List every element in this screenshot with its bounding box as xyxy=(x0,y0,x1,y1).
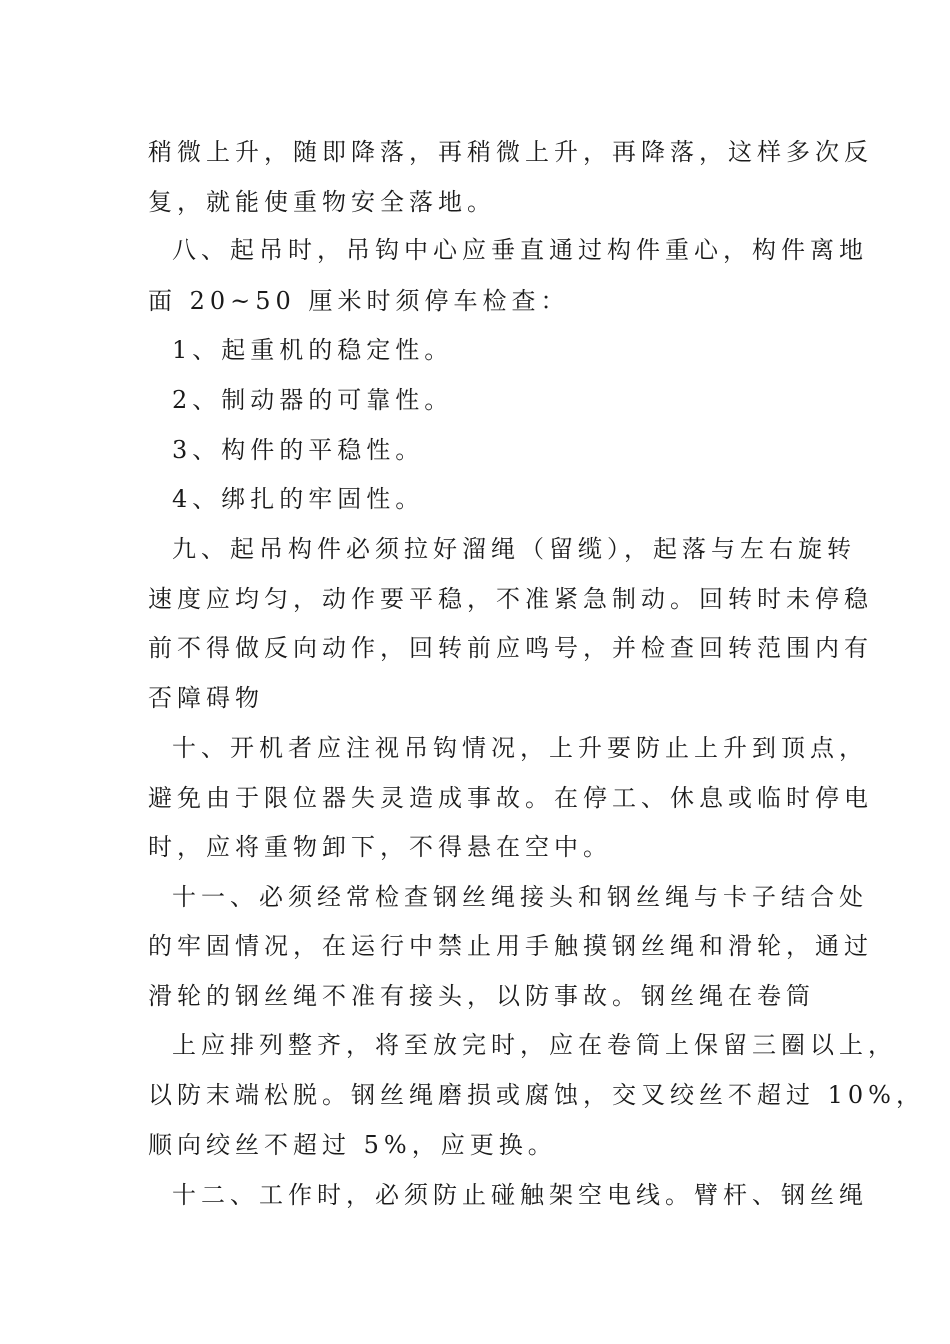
text-line: 速度应均匀，动作要平稳，不准紧急制动。回转时未停稳 xyxy=(148,585,873,613)
text-line: 面 20~50 厘米时须停车检查： xyxy=(148,287,570,315)
list-item: 3、构件的平稳性。 xyxy=(172,436,425,464)
text-line: 稍微上升，随即降落，再稍微上升，再降落，这样多次反 xyxy=(148,138,873,166)
text-line: 否障碍物 xyxy=(148,684,264,712)
text-line: 的牢固情况，在运行中禁止用手触摸钢丝绳和滑轮，通过 xyxy=(148,932,873,960)
text-line: 滑轮的钢丝绳不准有接头，以防事故。钢丝绳在卷筒 xyxy=(148,982,815,1010)
paragraph-nine-start: 九、起吊构件必须拉好溜绳（留缆），起落与左右旋转 xyxy=(172,535,856,563)
text-line: 复，就能使重物安全落地。 xyxy=(148,188,496,216)
list-item: 1、起重机的稳定性。 xyxy=(172,336,454,364)
text-line: 以防末端松脱。钢丝绳磨损或腐蚀，交叉绞丝不超过 10%， xyxy=(148,1081,925,1109)
paragraph-eight-start: 八、起吊时，吊钩中心应垂直通过构件重心，构件离地 xyxy=(172,236,868,264)
paragraph-twelve-start: 十二、工作时，必须防止碰触架空电线。臂杆、钢丝绳 xyxy=(172,1181,868,1209)
list-item: 4、绑扎的牢固性。 xyxy=(172,485,425,513)
text-line: 避免由于限位器失灵造成事故。在停工、休息或临时停电 xyxy=(148,784,873,812)
text-line: 顺向绞丝不超过 5%，应更换。 xyxy=(148,1131,557,1159)
text-line: 时，应将重物卸下，不得悬在空中。 xyxy=(148,833,612,861)
paragraph-eleven-start: 十一、必须经常检查钢丝绳接头和钢丝绳与卡子结合处 xyxy=(172,883,868,911)
text-line: 前不得做反向动作，回转前应鸣号，并检查回转范围内有 xyxy=(148,634,873,662)
list-item: 2、制动器的可靠性。 xyxy=(172,386,454,414)
text-line: 上应排列整齐，将至放完时，应在卷筒上保留三圈以上， xyxy=(172,1031,897,1059)
paragraph-ten-start: 十、开机者应注视吊钩情况，上升要防止上升到顶点， xyxy=(172,734,868,762)
